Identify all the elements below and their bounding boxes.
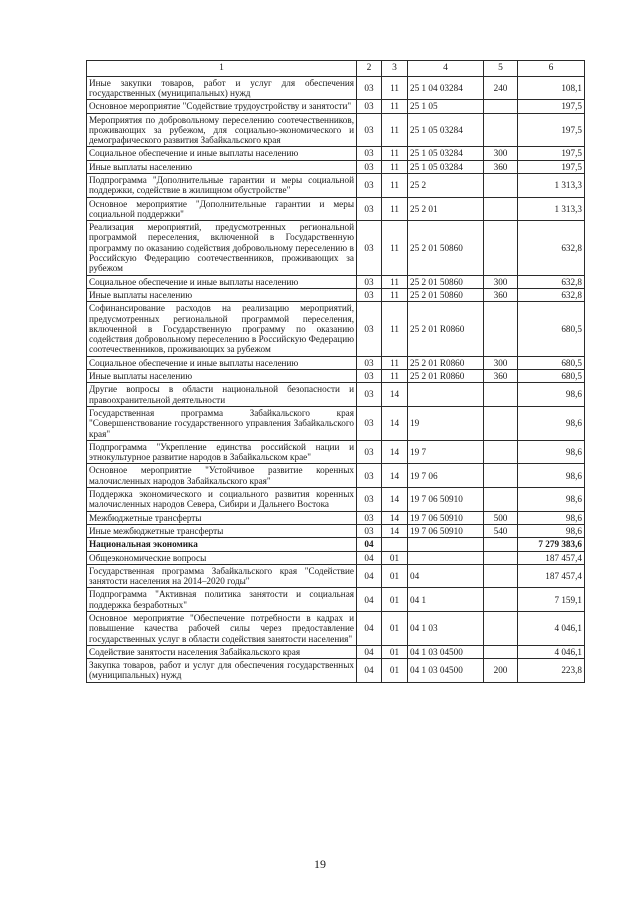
row-name-cell: Иные закупки товаров, работ и услуг для обеспечения государственных (муниципальных) нужд xyxy=(87,76,357,100)
table-row xyxy=(87,564,585,588)
row-subsection-cell: 01 xyxy=(382,659,408,683)
row-target-article-cell: 19 7 06 50910 xyxy=(408,488,484,512)
row-target-article-cell xyxy=(408,538,484,551)
row-subsection-cell xyxy=(382,538,408,551)
row-section-cell: 04 xyxy=(357,611,382,645)
row-name-cell: Иные выплаты населению xyxy=(87,370,357,383)
row-section-cell: 03 xyxy=(357,370,382,383)
row-sum-cell: 632,8 xyxy=(518,221,585,275)
row-expense-type-cell: 500 xyxy=(484,511,518,524)
row-name-cell: Мероприятия по добровольному переселению соотечественников, проживающих за рубежом, для социально-экономического и демографического развития Забайкальского края xyxy=(87,113,357,147)
table-row xyxy=(87,524,585,537)
row-subsection-cell: 01 xyxy=(382,611,408,645)
row-sum-cell: 98,6 xyxy=(518,511,585,524)
row-expense-type-cell: 300 xyxy=(484,356,518,369)
header-col-4: 4 xyxy=(408,61,484,77)
row-target-article-cell: 25 1 05 03284 xyxy=(408,160,484,173)
row-section-cell: 03 xyxy=(357,406,382,440)
row-target-article-cell xyxy=(408,383,484,407)
row-target-article-cell: 04 1 03 04500 xyxy=(408,645,484,658)
table-row xyxy=(87,370,585,383)
row-subsection-cell: 01 xyxy=(382,588,408,612)
table-row xyxy=(87,611,585,645)
header-col-5: 5 xyxy=(484,61,518,77)
table-row xyxy=(87,440,585,464)
row-section-cell: 03 xyxy=(357,288,382,301)
row-subsection-cell: 14 xyxy=(382,383,408,407)
row-name-cell: Закупка товаров, работ и услуг для обеспечения государственных (муниципальных) нужд xyxy=(87,659,357,683)
row-section-cell: 03 xyxy=(357,275,382,288)
table-row xyxy=(87,174,585,198)
row-sum-cell: 98,6 xyxy=(518,464,585,488)
row-name-cell: Основное мероприятие "Содействие трудоустройству и занятости" xyxy=(87,100,357,113)
row-expense-type-cell xyxy=(484,406,518,440)
table-body xyxy=(87,76,585,682)
row-subsection-cell: 14 xyxy=(382,524,408,537)
row-section-cell: 03 xyxy=(357,302,382,356)
row-target-article-cell: 04 1 xyxy=(408,588,484,612)
row-target-article-cell: 04 1 03 04500 xyxy=(408,659,484,683)
table-row xyxy=(87,221,585,275)
row-sum-cell: 680,5 xyxy=(518,302,585,356)
row-subsection-cell: 01 xyxy=(382,645,408,658)
row-target-article-cell: 25 1 05 xyxy=(408,100,484,113)
row-subsection-cell: 11 xyxy=(382,160,408,173)
row-sum-cell: 4 046,1 xyxy=(518,611,585,645)
row-expense-type-cell xyxy=(484,611,518,645)
row-name-cell: Общеэкономические вопросы xyxy=(87,551,357,564)
row-expense-type-cell: 240 xyxy=(484,76,518,100)
row-expense-type-cell xyxy=(484,383,518,407)
row-sum-cell: 632,8 xyxy=(518,288,585,301)
row-expense-type-cell: 200 xyxy=(484,659,518,683)
row-name-cell: Другие вопросы в области национальной безопасности и правоохранительной деятельности xyxy=(87,383,357,407)
row-subsection-cell: 11 xyxy=(382,370,408,383)
table-row xyxy=(87,288,585,301)
row-sum-cell: 1 313,3 xyxy=(518,197,585,221)
row-name-cell: Иные выплаты населению xyxy=(87,288,357,301)
row-expense-type-cell xyxy=(484,113,518,147)
row-sum-cell: 632,8 xyxy=(518,275,585,288)
row-section-cell: 04 xyxy=(357,538,382,551)
table-row xyxy=(87,511,585,524)
row-subsection-cell: 11 xyxy=(382,113,408,147)
table-row xyxy=(87,113,585,147)
row-expense-type-cell: 360 xyxy=(484,370,518,383)
row-target-article-cell: 25 2 01 R0860 xyxy=(408,302,484,356)
row-subsection-cell: 14 xyxy=(382,440,408,464)
row-name-cell: Подпрограмма "Активная политика занятости и социальная поддержка безработных" xyxy=(87,588,357,612)
row-section-cell: 03 xyxy=(357,440,382,464)
header-col-2: 2 xyxy=(357,61,382,77)
row-section-cell: 03 xyxy=(357,197,382,221)
row-name-cell: Реализация мероприятий, предусмотренных региональной программой переселения, включенной в Государственную программу по оказанию содействия добровольному переселению в Российскую Федерацию соотечественников, проживающих за рубежом xyxy=(87,221,357,275)
row-section-cell: 03 xyxy=(357,524,382,537)
row-expense-type-cell xyxy=(484,488,518,512)
row-target-article-cell: 25 2 01 xyxy=(408,197,484,221)
row-section-cell: 03 xyxy=(357,174,382,198)
table-row xyxy=(87,197,585,221)
row-expense-type-cell xyxy=(484,464,518,488)
row-sum-cell: 98,6 xyxy=(518,406,585,440)
row-expense-type-cell: 300 xyxy=(484,275,518,288)
row-name-cell: Основное мероприятие "Дополнительные гарантии и меры социальной поддержки" xyxy=(87,197,357,221)
row-target-article-cell: 25 2 01 50860 xyxy=(408,288,484,301)
row-name-cell: Межбюджетные трансферты xyxy=(87,511,357,524)
row-section-cell: 03 xyxy=(357,221,382,275)
row-name-cell: Содействие занятости населения Забайкальского края xyxy=(87,645,357,658)
row-subsection-cell: 11 xyxy=(382,356,408,369)
table-row xyxy=(87,588,585,612)
row-target-article-cell: 25 2 01 R0860 xyxy=(408,356,484,369)
row-sum-cell: 98,6 xyxy=(518,440,585,464)
row-section-cell: 03 xyxy=(357,100,382,113)
table-row xyxy=(87,100,585,113)
page-number: 19 xyxy=(314,857,326,871)
row-expense-type-cell xyxy=(484,564,518,588)
row-target-article-cell: 25 2 01 50860 xyxy=(408,221,484,275)
table-row xyxy=(87,659,585,683)
row-expense-type-cell: 360 xyxy=(484,160,518,173)
row-name-cell: Социальное обеспечение и иные выплаты населению xyxy=(87,147,357,160)
row-sum-cell: 4 046,1 xyxy=(518,645,585,658)
row-subsection-cell: 14 xyxy=(382,406,408,440)
row-subsection-cell: 11 xyxy=(382,275,408,288)
row-target-article-cell: 25 2 xyxy=(408,174,484,198)
row-target-article-cell: 25 1 05 03284 xyxy=(408,113,484,147)
row-name-cell: Национальная экономика xyxy=(87,538,357,551)
header-col-1: 1 xyxy=(87,61,357,77)
row-sum-cell: 1 313,3 xyxy=(518,174,585,198)
row-target-article-cell: 25 1 05 03284 xyxy=(408,147,484,160)
table-row xyxy=(87,406,585,440)
row-expense-type-cell: 360 xyxy=(484,288,518,301)
row-target-article-cell xyxy=(408,551,484,564)
row-section-cell: 04 xyxy=(357,564,382,588)
row-subsection-cell: 11 xyxy=(382,197,408,221)
row-expense-type-cell xyxy=(484,551,518,564)
row-target-article-cell: 25 1 04 03284 xyxy=(408,76,484,100)
row-name-cell: Социальное обеспечение и иные выплаты населению xyxy=(87,356,357,369)
row-sum-cell: 98,6 xyxy=(518,524,585,537)
row-target-article-cell: 04 1 03 xyxy=(408,611,484,645)
row-sum-cell: 680,5 xyxy=(518,370,585,383)
row-sum-cell: 197,5 xyxy=(518,147,585,160)
row-subsection-cell: 11 xyxy=(382,302,408,356)
table-row xyxy=(87,76,585,100)
table-header-row xyxy=(87,61,585,77)
row-expense-type-cell xyxy=(484,538,518,551)
row-section-cell: 03 xyxy=(357,488,382,512)
row-sum-cell: 197,5 xyxy=(518,100,585,113)
budget-table xyxy=(86,60,585,683)
row-section-cell: 03 xyxy=(357,356,382,369)
row-section-cell: 03 xyxy=(357,113,382,147)
row-sum-cell: 98,6 xyxy=(518,383,585,407)
row-sum-cell: 680,5 xyxy=(518,356,585,369)
row-subsection-cell: 14 xyxy=(382,488,408,512)
row-sum-cell: 187 457,4 xyxy=(518,564,585,588)
row-name-cell: Основное мероприятие "Обеспечение потребности в кадрах и повышение качества рабочей силы через предоставление государственных услуг в области содействия занятости населения" xyxy=(87,611,357,645)
table-row xyxy=(87,160,585,173)
row-subsection-cell: 14 xyxy=(382,464,408,488)
row-name-cell: Поддержка экономического и социального развития коренных малочисленных народов Севера, Сибири и Дальнего Востока xyxy=(87,488,357,512)
row-target-article-cell: 19 7 06 xyxy=(408,464,484,488)
row-section-cell: 04 xyxy=(357,645,382,658)
row-expense-type-cell xyxy=(484,174,518,198)
row-name-cell: Иные межбюджетные трансферты xyxy=(87,524,357,537)
row-expense-type-cell xyxy=(484,221,518,275)
table-row xyxy=(87,645,585,658)
row-sum-cell: 187 457,4 xyxy=(518,551,585,564)
table-row xyxy=(87,538,585,551)
row-target-article-cell: 25 2 01 R0860 xyxy=(408,370,484,383)
row-target-article-cell: 19 7 xyxy=(408,440,484,464)
row-expense-type-cell: 540 xyxy=(484,524,518,537)
table-row xyxy=(87,551,585,564)
table-row xyxy=(87,147,585,160)
row-name-cell: Иные выплаты населению xyxy=(87,160,357,173)
row-target-article-cell: 04 xyxy=(408,564,484,588)
row-sum-cell: 7 159,1 xyxy=(518,588,585,612)
row-name-cell: Социальное обеспечение и иные выплаты населению xyxy=(87,275,357,288)
row-sum-cell: 223,8 xyxy=(518,659,585,683)
row-subsection-cell: 11 xyxy=(382,174,408,198)
row-sum-cell: 108,1 xyxy=(518,76,585,100)
row-subsection-cell: 11 xyxy=(382,221,408,275)
row-section-cell: 03 xyxy=(357,464,382,488)
row-subsection-cell: 11 xyxy=(382,288,408,301)
row-subsection-cell: 11 xyxy=(382,147,408,160)
row-subsection-cell: 01 xyxy=(382,564,408,588)
row-target-article-cell: 25 2 01 50860 xyxy=(408,275,484,288)
row-expense-type-cell xyxy=(484,197,518,221)
row-expense-type-cell xyxy=(484,440,518,464)
row-target-article-cell: 19 xyxy=(408,406,484,440)
row-section-cell: 04 xyxy=(357,659,382,683)
row-name-cell: Государственная программа Забайкальского края "Содействие занятости населения на 2014–2020 годы" xyxy=(87,564,357,588)
row-expense-type-cell xyxy=(484,100,518,113)
row-subsection-cell: 01 xyxy=(382,551,408,564)
header-col-3: 3 xyxy=(382,61,408,77)
row-subsection-cell: 11 xyxy=(382,100,408,113)
row-sum-cell: 197,5 xyxy=(518,160,585,173)
header-col-6: 6 xyxy=(518,61,585,77)
table-row xyxy=(87,356,585,369)
row-section-cell: 04 xyxy=(357,588,382,612)
row-section-cell: 03 xyxy=(357,511,382,524)
row-subsection-cell: 14 xyxy=(382,511,408,524)
row-section-cell: 03 xyxy=(357,383,382,407)
row-expense-type-cell xyxy=(484,588,518,612)
table-row xyxy=(87,275,585,288)
row-name-cell: Подпрограмма "Укрепление единства российской нации и этнокультурное развитие народов в Забайкальском крае" xyxy=(87,440,357,464)
row-name-cell: Софинансирование расходов на реализацию мероприятий, предусмотренных региональной программой переселения, включенной в Государственную программу по оказанию содействия добровольному переселению в Российскую Федерацию соотечественников, проживающих за рубежом xyxy=(87,302,357,356)
row-sum-cell: 197,5 xyxy=(518,113,585,147)
row-sum-cell: 7 279 383,6 xyxy=(518,538,585,551)
table-row xyxy=(87,488,585,512)
row-section-cell: 04 xyxy=(357,551,382,564)
row-section-cell: 03 xyxy=(357,160,382,173)
row-name-cell: Подпрограмма "Дополнительные гарантии и меры социальной поддержки, содействие в жилищном обустройстве" xyxy=(87,174,357,198)
table-row xyxy=(87,383,585,407)
row-expense-type-cell: 300 xyxy=(484,147,518,160)
row-subsection-cell: 11 xyxy=(382,76,408,100)
row-sum-cell: 98,6 xyxy=(518,488,585,512)
table-row xyxy=(87,464,585,488)
row-name-cell: Государственная программа Забайкальского края "Совершенствование государственного управления Забайкальского края" xyxy=(87,406,357,440)
row-target-article-cell: 19 7 06 50910 xyxy=(408,511,484,524)
row-expense-type-cell xyxy=(484,645,518,658)
row-section-cell: 03 xyxy=(357,76,382,100)
row-target-article-cell: 19 7 06 50910 xyxy=(408,524,484,537)
row-name-cell: Основное мероприятие "Устойчивое развитие коренных малочисленных народов Забайкальского края" xyxy=(87,464,357,488)
row-expense-type-cell xyxy=(484,302,518,356)
row-section-cell: 03 xyxy=(357,147,382,160)
table-row xyxy=(87,302,585,356)
